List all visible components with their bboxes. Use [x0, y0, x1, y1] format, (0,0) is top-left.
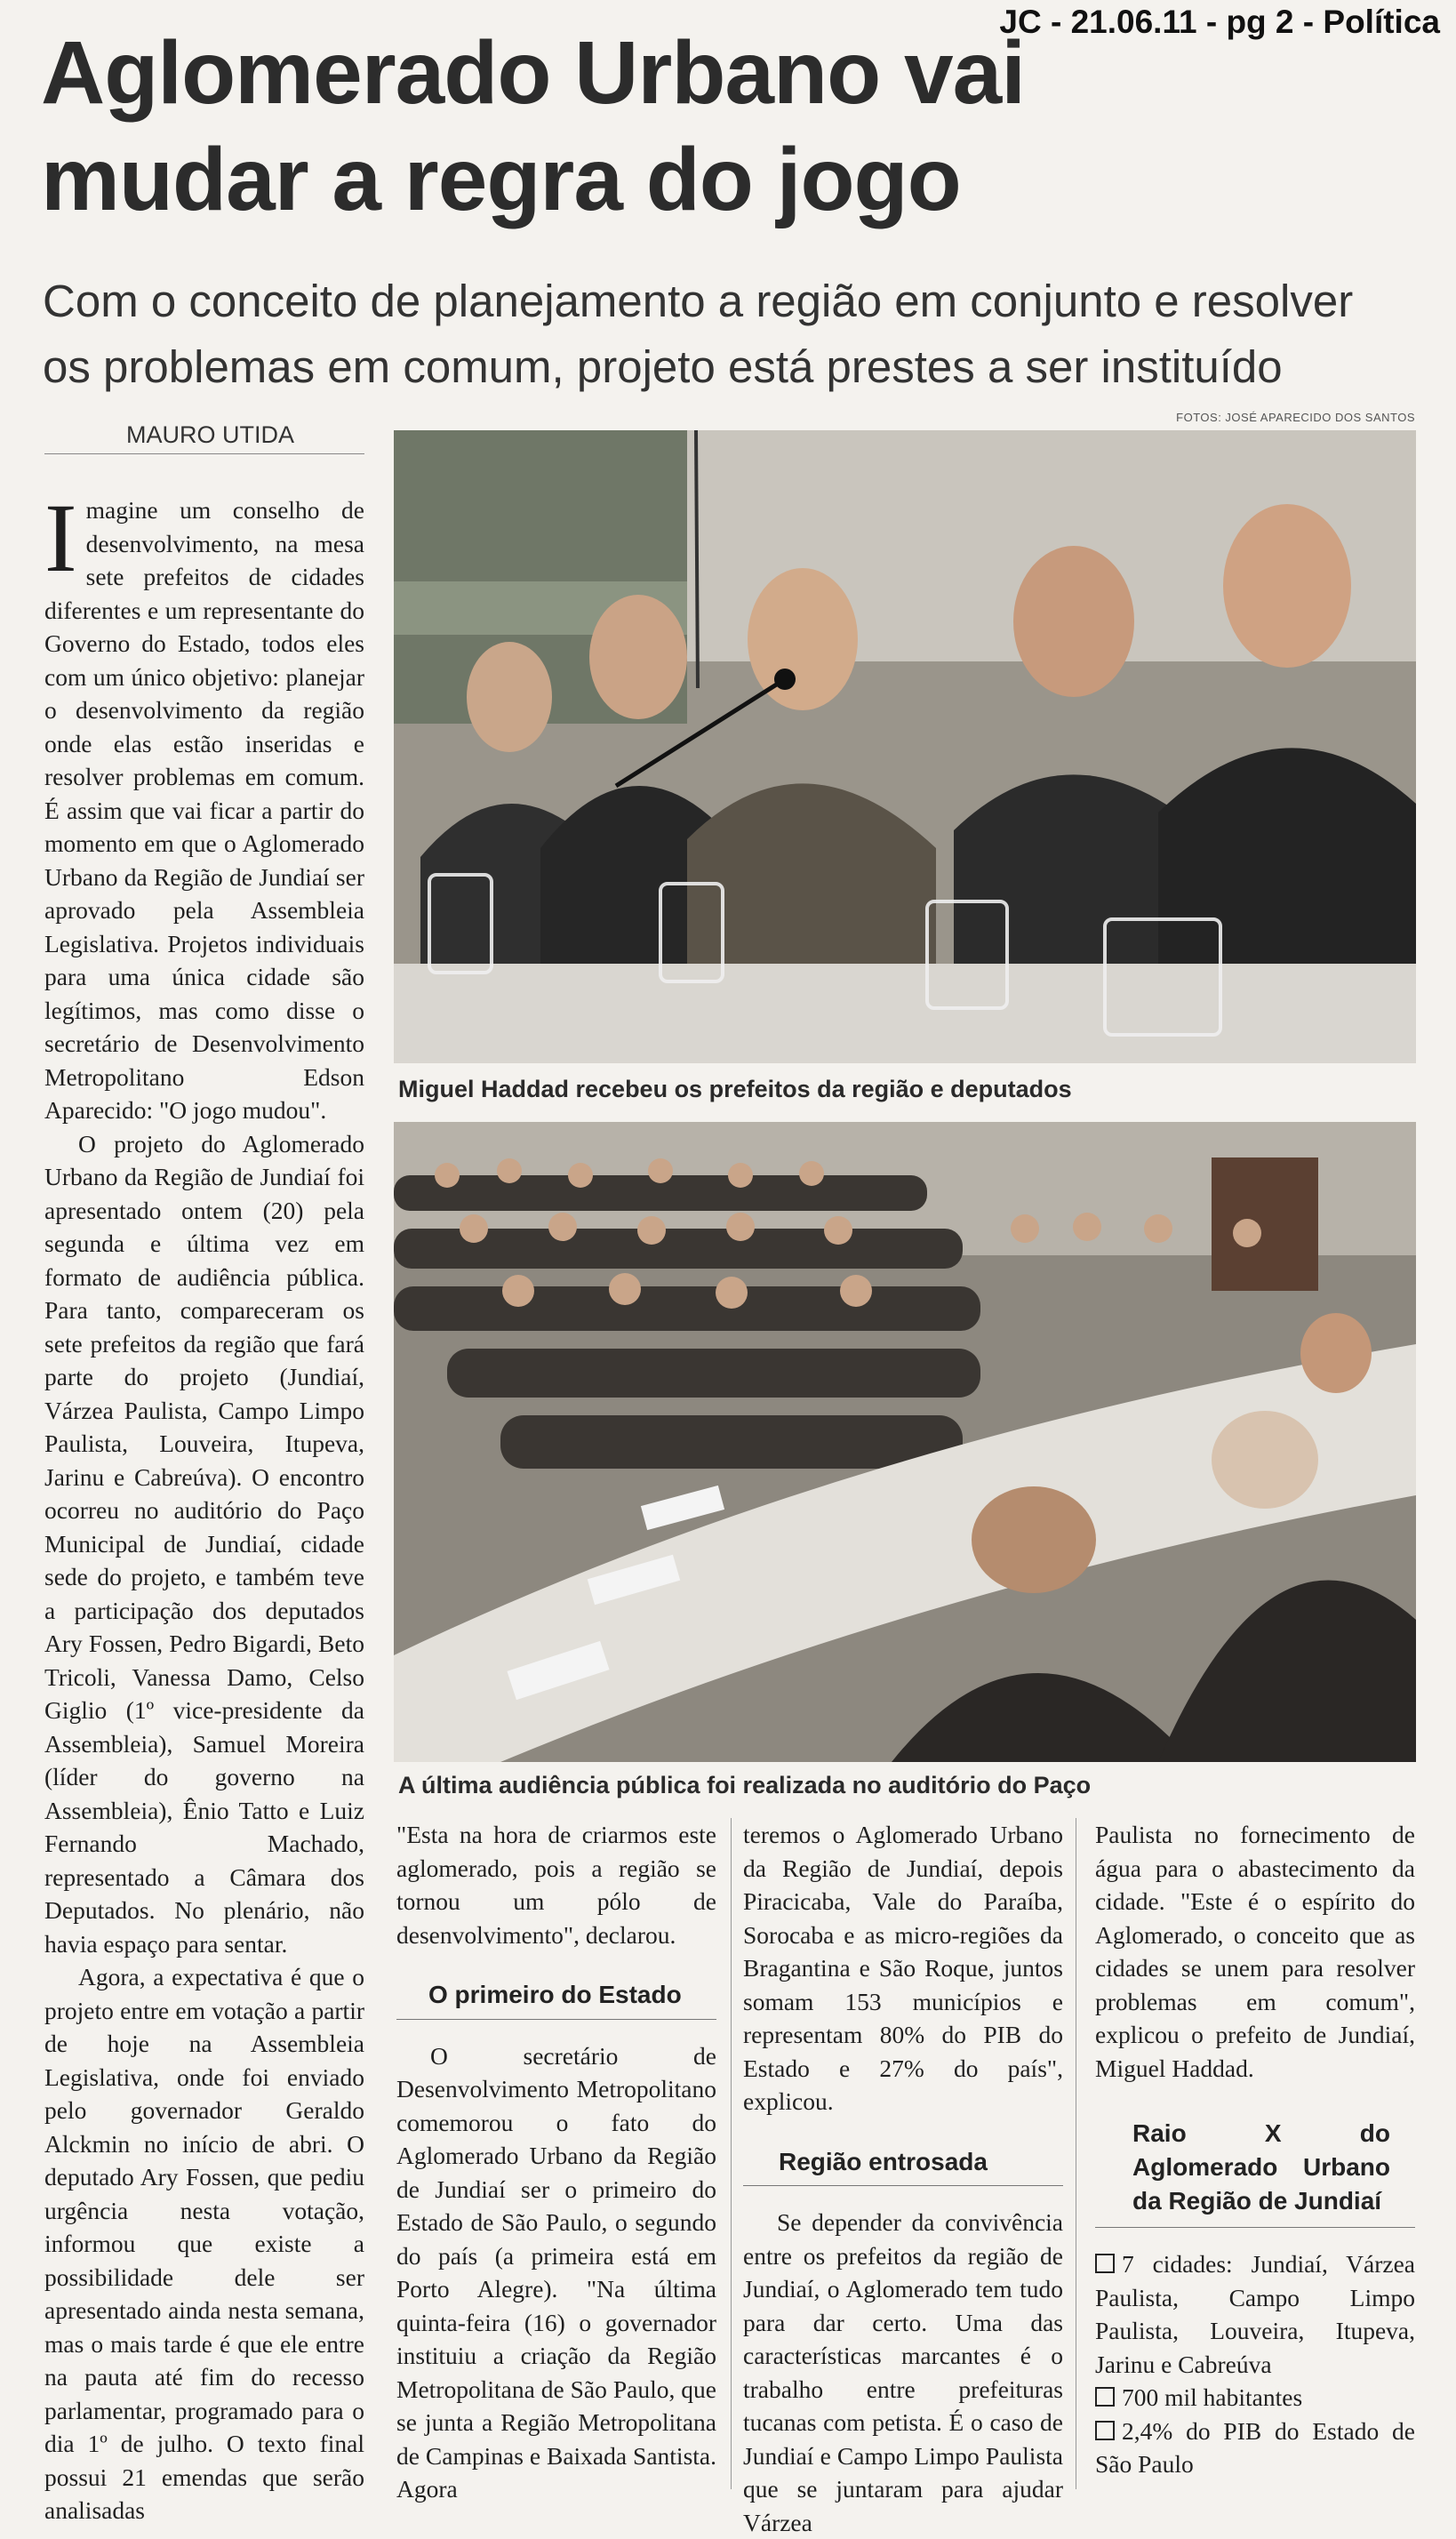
fact-list: [1095, 2247, 1415, 2481]
photo-caption-top: Miguel Haddad recebeu os prefeitos da região e deputados: [398, 1076, 1072, 1102]
fact-item: 7 cidades: Jundiaí, Várzea Paulista, Campo Limpo Paulista, Louveira, Itupeva, Jarinu e Cabreúva: [1095, 2250, 1415, 2378]
article-column-4: [1095, 1818, 1415, 2489]
checkbox-bullet-icon: [1095, 2254, 1115, 2273]
paragraph: teremos o Aglomerado Urbano da Região de Jundiaí, depois Piracicaba, Vale do Paraíba, Sorocaba e as micro-regiões da Bragantina e São Roque, juntos somam 153 municípios e representam 80% do PIB do Estado e 27% do país", explicou.: [743, 1821, 1063, 2115]
column-divider: [731, 1818, 732, 2489]
byline-rule: [44, 453, 364, 454]
drop-cap: I: [44, 484, 77, 592]
paragraph: O secretário de Desenvolvimento Metropolitano comemorou o fato do Aglomerado Urbano da Região de Jundiaí ser o primeiro do Estado de São Paulo, o segundo do país (a primeira está em Porto Alegre). "Na última quinta-feira (16) o governador instituiu a criação da Região Metropolitana de São Paulo, que se junta a Região Metropolitana de Campinas e Baixada Santista. Agora: [396, 2041, 716, 2503]
headline: Aglomerado Urbano vai mudar a regra do jogo: [41, 23, 1025, 229]
paragraph: Se depender da convivência entre os prefeitos da região de Jundiaí, o Aglomerado tem tudo para dar certo. Uma das características marcantes é o trabalho entre prefeituras tucanas com petista. É o caso de Jundiaí e Campo Limpo Paulista que se juntaram para ajudar Várzea: [743, 2208, 1063, 2536]
checkbox-bullet-icon: [1095, 2421, 1115, 2440]
photo-panel-officials: [394, 430, 1416, 1063]
fact-item: 2,4% do PIB do Estado de São Paulo: [1095, 2416, 1415, 2478]
subheadline: Com o conceito de planejamento a região em conjunto e resolver os problemas em comum, projeto está prestes a ser instituído: [43, 276, 1354, 392]
section-rule: [396, 2019, 716, 2020]
article-column-1: [44, 484, 364, 2524]
page-header-tag: JC - 21.06.11 - pg 2 - Política: [999, 4, 1440, 40]
photo-panel-auditorium: [394, 1122, 1416, 1762]
article-column-2: [396, 1818, 716, 2503]
byline: MAURO UTIDA: [126, 421, 294, 448]
article-column-3: [743, 1818, 1063, 2536]
section-rule: [1095, 2227, 1415, 2228]
paragraph: Imagine um conselho de desenvolvimento, na mesa sete prefeitos de cidades diferentes e um representante do Governo do Estado, todos eles com um único objetivo: planejar o desenvolvimento da região onde elas estão inseridas e resolver problemas em comum. É assim que vai ficar a partir do momento em que o Aglomerado Urbano da Região de Jundiaí ser aprovado pela Assembleia Legislativa. Projetos individuais para uma única cidade são legítimos, mas como disse o secretário de Desenvolvimento Metropolitano Edson Aparecido: "O jogo mudou".: [44, 484, 364, 1124]
photo-credit: FOTOS: JOSÉ APARECIDO DOS SANTOS: [1176, 411, 1415, 424]
paragraph: Agora, a expectativa é que o projeto entre em votação a partir de hoje na Assembleia Legislativa, onde foi enviado pelo governador Geraldo Alckmin no início de abri. O deputado Ary Fossen, que pediu urgência nesta votação, informou que existe a possibilidade dele ser apresentado ainda nesta semana, mas o mais tarde é que ele entre na pauta até fim do recesso parlamentar, programado para o dia 1º de julho. O texto final possui 21 emendas que serão analisadas: [44, 1963, 364, 2524]
section-heading-regiao-entrosada: Região entrosada: [779, 2147, 988, 2175]
fact-item: 700 mil habitantes: [1095, 2381, 1415, 2415]
section-rule: [743, 2185, 1063, 2186]
paragraph: O projeto do Aglomerado Urbano da Região de Jundiaí foi apresentado ontem (20) pela segunda e última vez em formato de audiência pública. Para tanto, compareceram os sete prefeitos da região que fará parte do projeto (Jundiaí, Várzea Paulista, Campo Limpo Paulista, Louveira, Itupeva, Jarinu e Cabreúva). O encontro ocorreu no auditório do Paço Municipal de Jundiaí, cidade sede do projeto, e também teve a participação dos deputados Ary Fossen, Pedro Bigardi, Beto Tricoli, Vanessa Damo, Celso Giglio (1º vice-presidente da Assembleia), Samuel Moreira (líder do governo na Assembleia), Ênio Tatto e Luiz Fernando Machado, representado a Câmara dos Deputados. No plenário, não havia espaço para sentar.: [44, 1129, 364, 1958]
section-heading-primeiro-estado: O primeiro do Estado: [428, 1981, 682, 2008]
sidebar-box-title: Raio X do Aglomerado Urbano da Região de Jundiaí: [1132, 2119, 1390, 2215]
paragraph: "Esta na hora de criarmos este aglomerado, pois a região se tornou um pólo de desenvolvimento", declarou.: [396, 1821, 716, 1949]
checkbox-bullet-icon: [1095, 2387, 1115, 2407]
photo-caption-bottom: A última audiência pública foi realizada no auditório do Paço: [398, 1772, 1092, 1798]
paragraph: Paulista no fornecimento de água para o abastecimento da cidade. "Este é o espírito do Aglomerado, o conceito que as cidades se unem para resolver problemas em comum", explicou o prefeito de Jundiaí, Miguel Haddad.: [1095, 1821, 1415, 2082]
